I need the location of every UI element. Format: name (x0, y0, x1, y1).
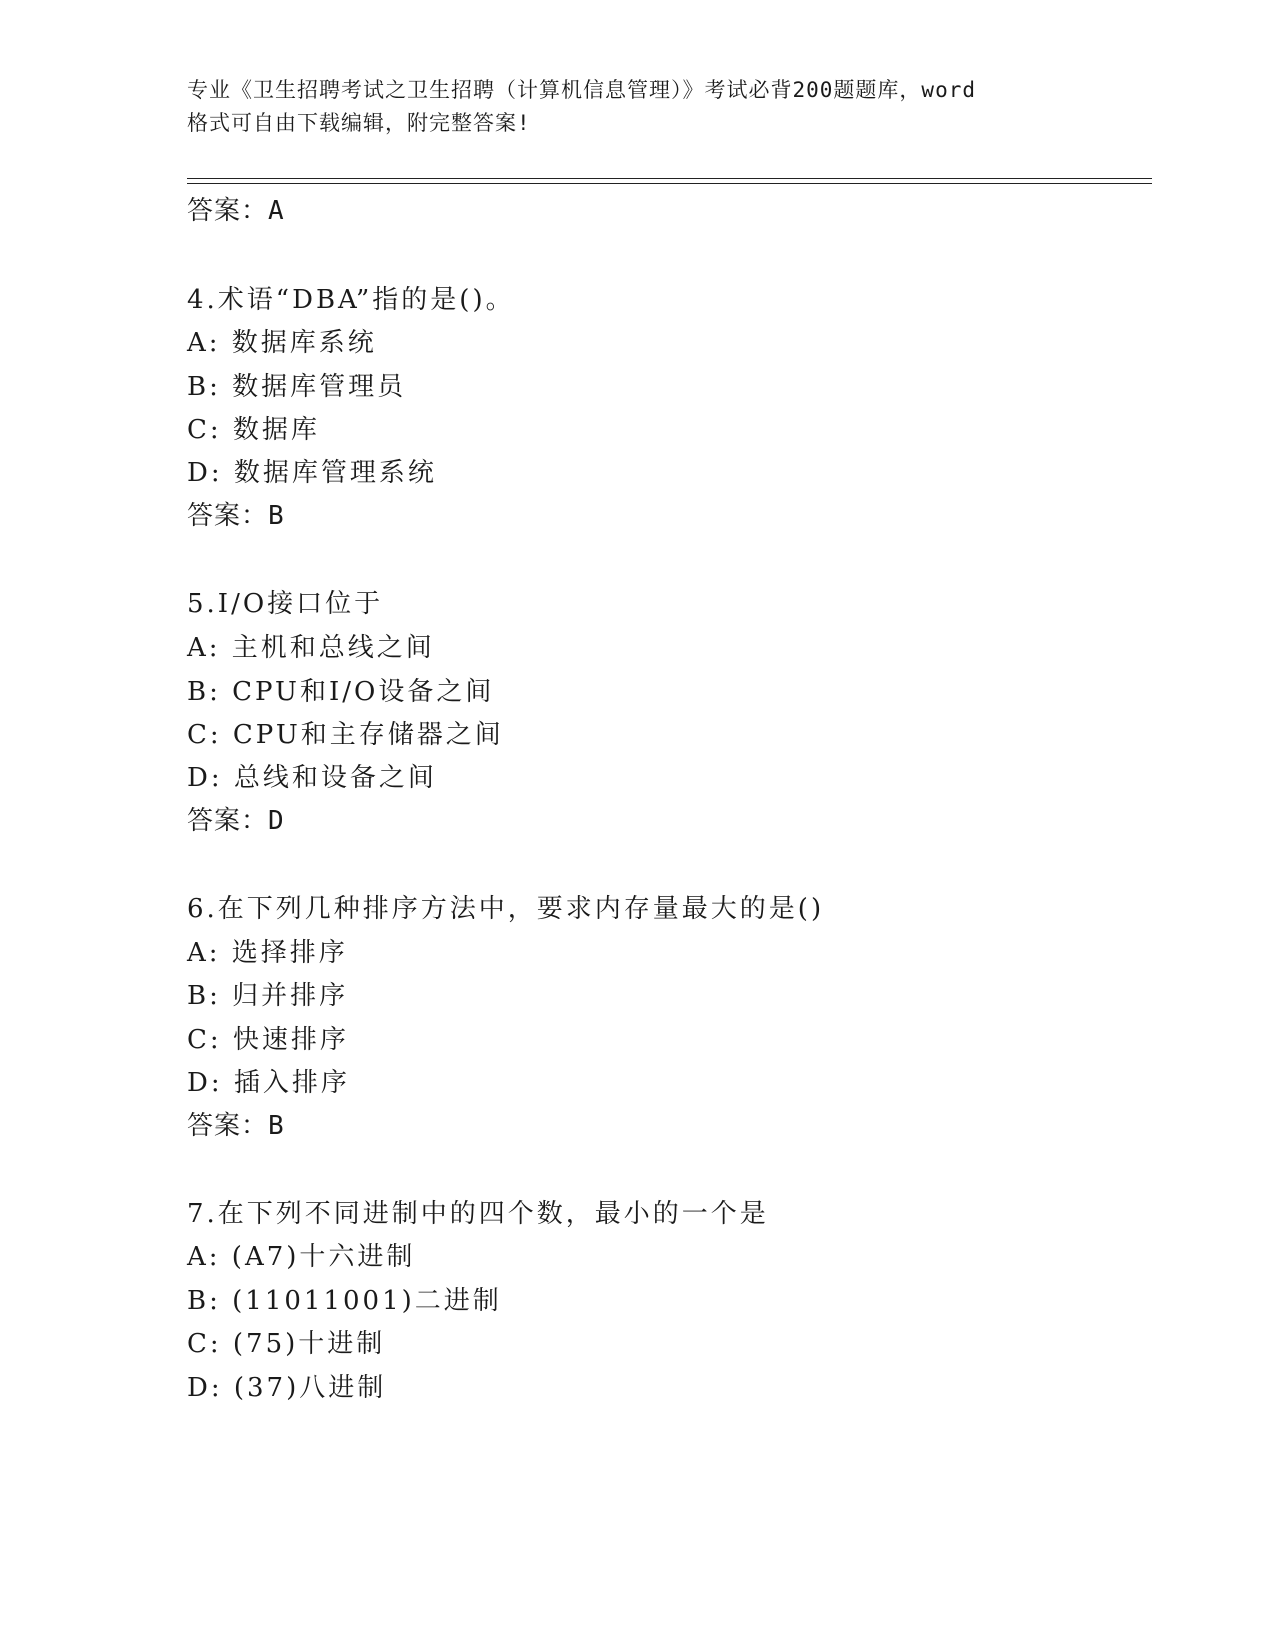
option-b: B: 数据库管理员 (187, 372, 407, 402)
question-stem: 5.I/O接口位于 (187, 589, 384, 619)
option-c: C: 数据库 (187, 415, 320, 445)
option-a: A: 数据库系统 (187, 328, 377, 358)
header-line-1: 专业《卫生招聘考试之卫生招聘（计算机信息管理）》考试必背200题题库，word (187, 78, 976, 102)
option-a: A: 主机和总线之间 (187, 633, 435, 663)
header-line-2: 格式可自由下载编辑，附完整答案! (187, 111, 531, 135)
option-d: D: (37)八进制 (187, 1373, 387, 1403)
option-d: D: 数据库管理系统 (187, 458, 437, 488)
header-rule-top (187, 178, 1152, 179)
option-c: C: 快速排序 (187, 1025, 349, 1055)
option-b: B: CPU和I/O设备之间 (187, 677, 495, 707)
option-d: D: 插入排序 (187, 1068, 350, 1098)
option-a: A: (A7)十六进制 (187, 1242, 416, 1272)
answer: 答案：D (187, 806, 285, 836)
answer-previous: 答案：A (187, 196, 285, 226)
answer: 答案：B (187, 1111, 285, 1141)
option-c: C: CPU和主存储器之间 (187, 720, 504, 750)
question-stem: 4.术语“DBA”指的是()。 (187, 285, 515, 315)
question-stem: 6.在下列几种排序方法中，要求内存量最大的是() (187, 894, 825, 924)
header-rule-bottom (187, 183, 1152, 184)
option-d: D: 总线和设备之间 (187, 763, 437, 793)
option-a: A: 选择排序 (187, 938, 348, 968)
question-stem: 7.在下列不同进制中的四个数，最小的一个是 (187, 1199, 769, 1229)
option-b: B: (11011001)二进制 (187, 1286, 502, 1316)
document-header (187, 74, 1087, 140)
option-b: B: 归并排序 (187, 981, 349, 1011)
answer: 答案：B (187, 501, 285, 531)
option-c: C: (75)十进制 (187, 1329, 386, 1359)
